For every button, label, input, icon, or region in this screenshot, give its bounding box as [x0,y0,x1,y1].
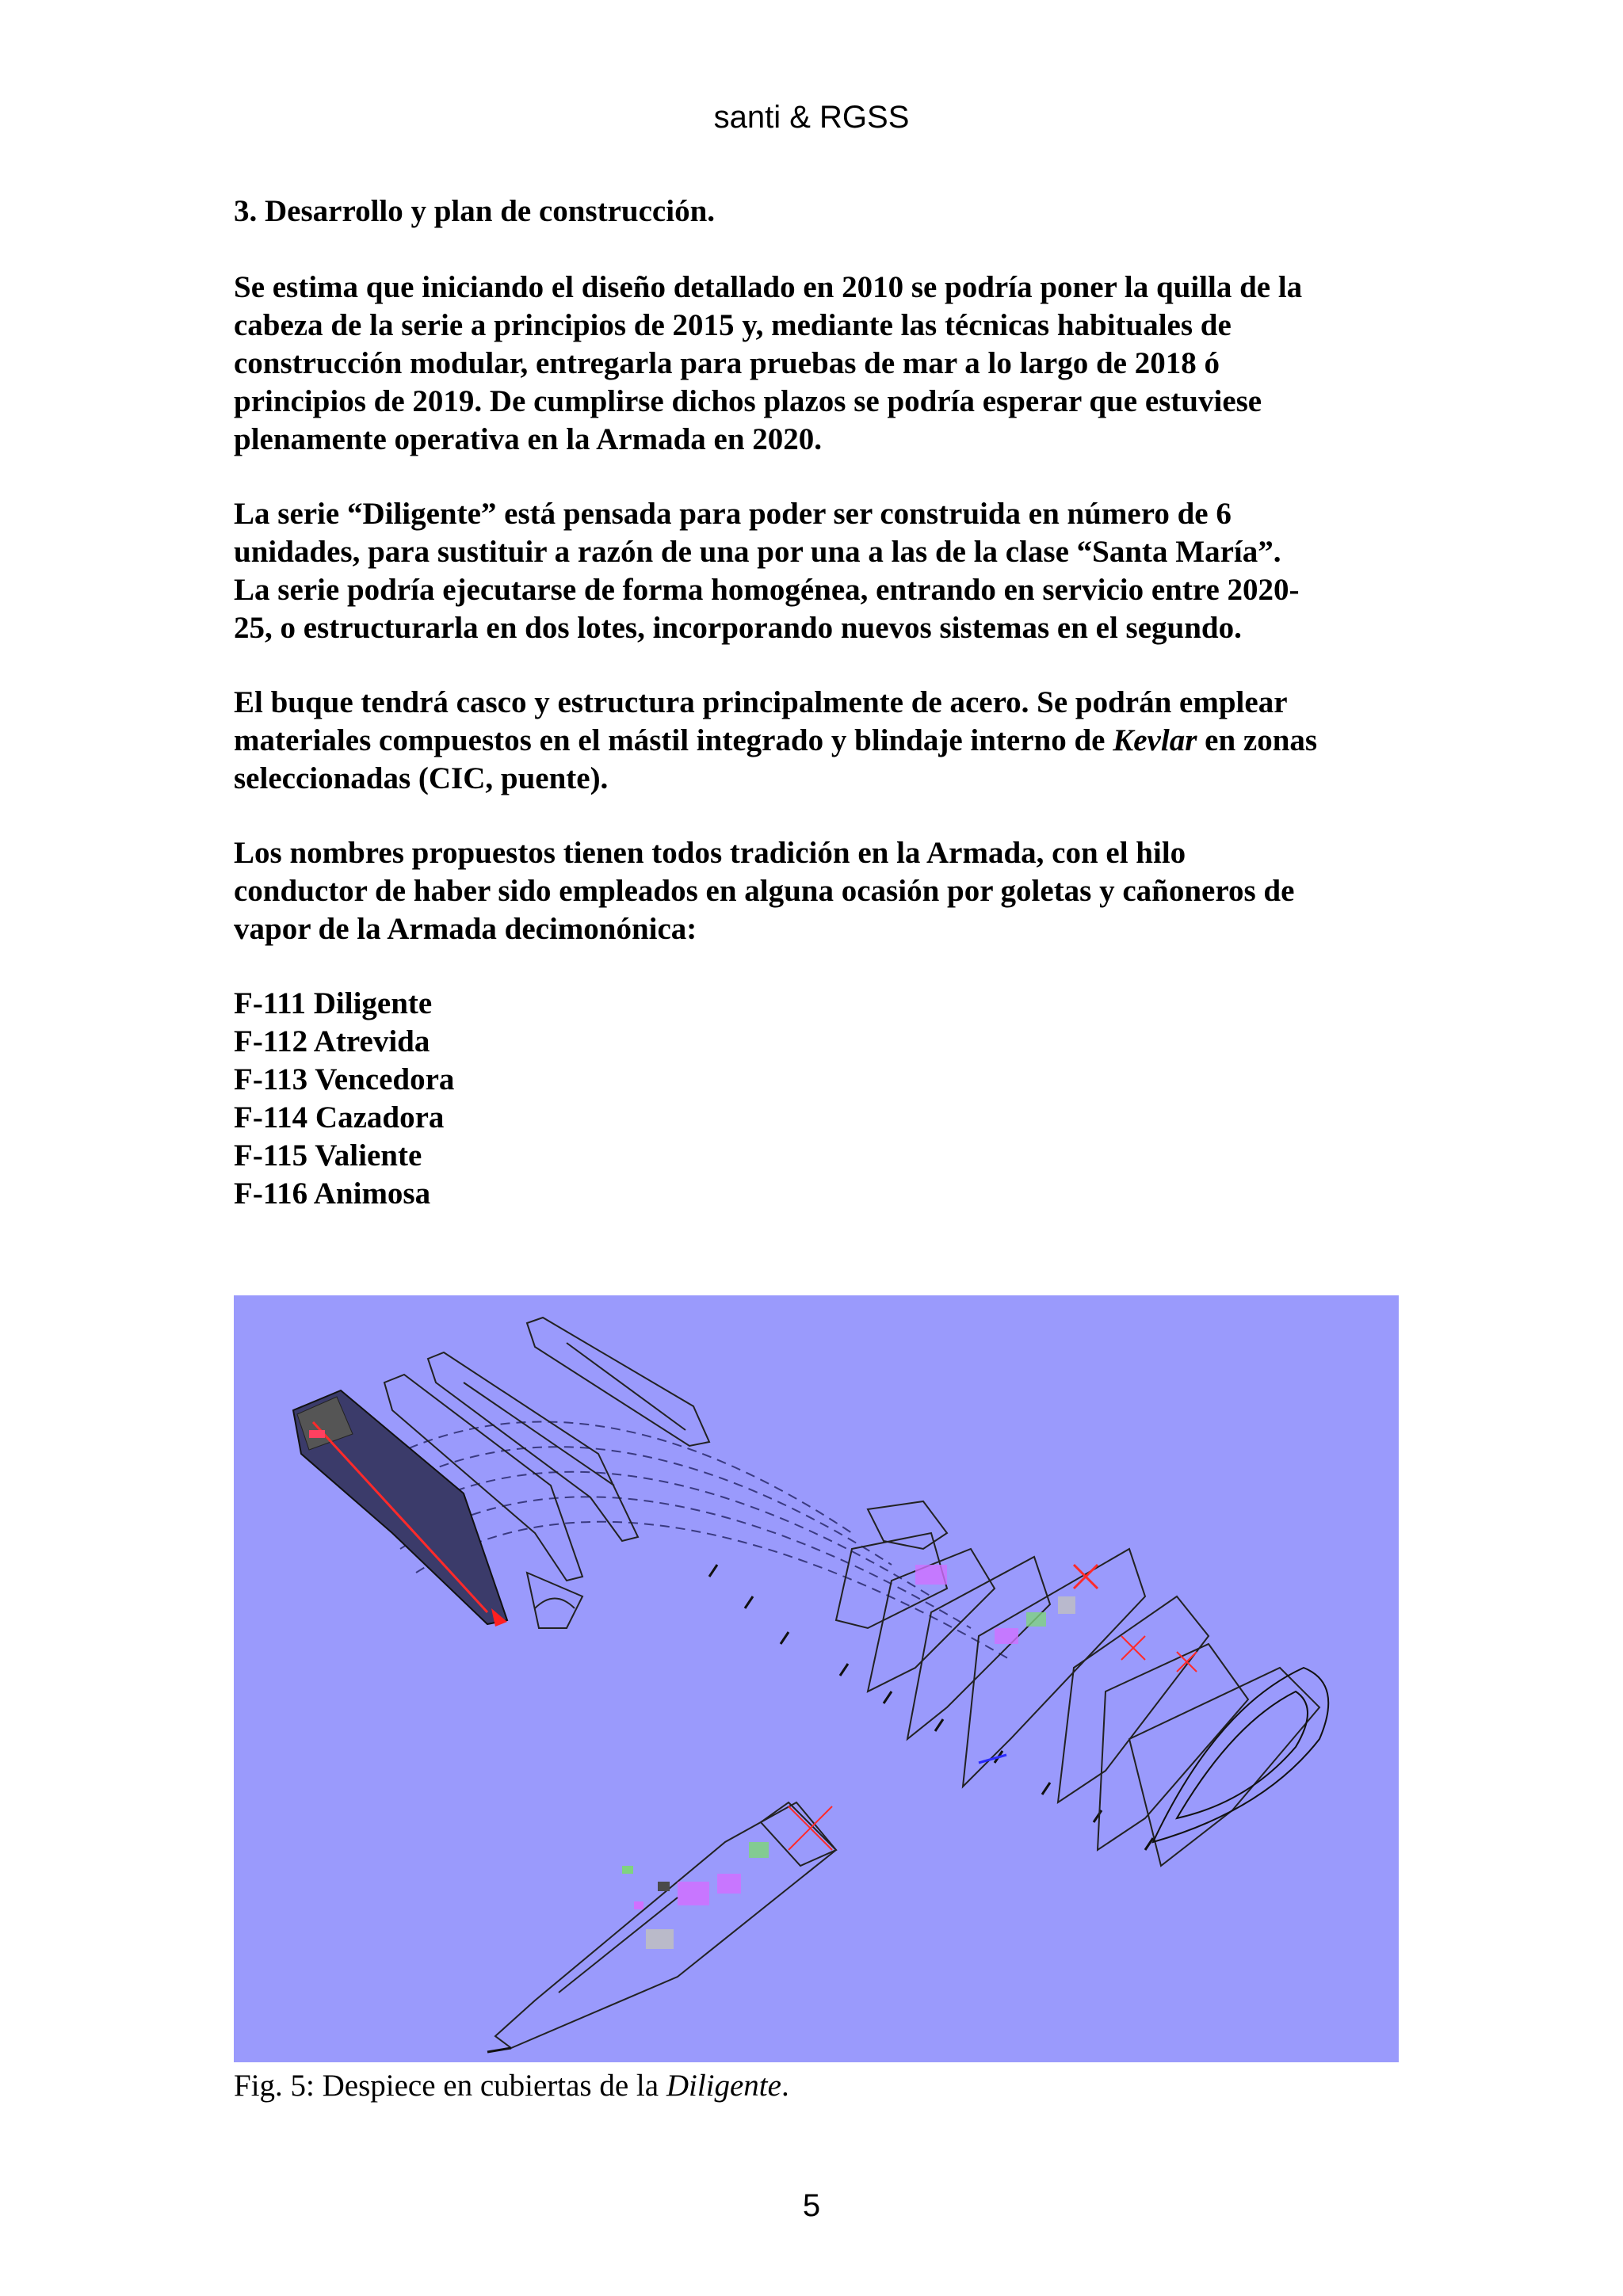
text-line: cabeza de la serie a principios de 2015 y, mediante las técnicas habituales de [234,308,1232,342]
text-line [234,722,1391,760]
text-fragment: en zonas [1197,723,1318,757]
frame-ticks [709,1565,1153,1850]
text-line: construcción modular, entregarla para pruebas de mar a lo largo de 2018 ó [234,346,1220,380]
ship-item: F-116 Animosa [234,1177,431,1211]
page-header: santi & RGSS [713,100,910,135]
lower-deck [487,1802,836,2052]
ship-item: F-112 Atrevida [234,1024,430,1058]
ship-item: F-115 Valiente [234,1138,422,1173]
text-line: principios de 2019. De cumplirse dichos plazos se podría esperar que estuviese [234,384,1262,418]
ship-item: F-113 Vencedora [234,1062,455,1097]
caption-prefix: Fig. 5: Despiece en cubiertas de la [234,2069,666,2103]
document-body [234,193,1391,1213]
text-line: plenamente operativa en la Armada en 2020. [234,422,823,456]
exploded-deck-figure [234,1295,1399,2062]
assembled-hull [293,1390,507,1627]
text-line: seleccionadas (CIC, puente). [234,761,609,795]
caption-suffix: . [781,2069,789,2103]
paragraph-names [234,834,1391,948]
ship-item: F-111 Diligente [234,986,433,1020]
text-line: La serie podría ejecutarse de forma homogénea, entrando en servicio entre 2020- [234,573,1300,607]
text-line: conductor de haber sido empleados en alguna ocasión por goletas y cañoneros de [234,874,1295,908]
ship-name-list [234,985,1391,1213]
paragraph-materials [234,684,1391,798]
section-heading: 3. Desarrollo y plan de construcción. [234,194,716,228]
bow-dome [527,1573,582,1628]
page-number: 5 [802,2188,821,2223]
text-line: 25, o estructurarla en dos lotes, incorporando nuevos sistemas en el segundo. [234,611,1242,645]
hull-shell [1153,1668,1328,1842]
exploded-decks [836,1501,1319,1866]
deck-drawing [234,1295,1399,2062]
caption-ship-name: Diligente [666,2069,781,2103]
text-line: La serie “Diligente” está pensada para poder ser construida en número de 6 [234,497,1232,531]
text-line: Los nombres propuestos tienen todos tradición en la Armada, con el hilo [234,836,1186,870]
kevlar-italic: Kevlar [1113,723,1197,757]
paragraph-series [234,495,1391,647]
text-line: El buque tendrá casco y estructura principalmente de acero. Se podrán emplear [234,685,1288,719]
text-line: unidades, para sustituir a razón de una por una a las de la clase “Santa María”. [234,535,1281,569]
text-fragment: materiales compuestos en el mástil integrado y blindaje interno de [234,723,1106,757]
text-line: Se estima que iniciando el diseño detallado en 2010 se podría poner la quilla de la [234,270,1303,304]
figure-caption [234,2068,789,2103]
ship-item: F-114 Cazadora [234,1100,445,1135]
text-line: vapor de la Armada decimonónica: [234,912,697,946]
paragraph-schedule [234,269,1391,459]
deck-details [915,1565,1197,1763]
